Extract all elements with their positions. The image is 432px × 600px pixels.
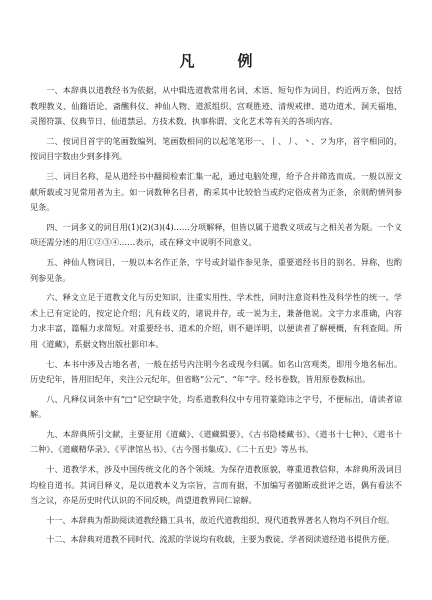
guideline-item-12: 十二、本辞典对道教不同时代、流派的学说均有收载，主要为教徒、学者阅读道经道书提供方便。 — [46, 534, 395, 545]
guideline-item-11: 十一、本辞典为帮助阅读道教经籍工具书，故近代道教组织、现代道教界著名人物均不列目介绍。 — [46, 514, 395, 525]
page-title: 凡 例 — [179, 52, 267, 70]
guideline-item-7: 七、本书中涉及古地名者，一般在括号内注明今名或现今归属。如名山宫观类，即用今地名标出。历史纪年，皆用旧纪年，夹注公元纪年，但省略“公元”、“年”字。经书卷数，皆用原卷数标出。 — [30, 358, 402, 385]
guideline-item-3: 三、词目名称，是从道经书中翻阅检索汇集一起，通过电脑处理，给予合并筛选而成。一般以原文献所载或习见常用者为主。如一词数种名目者，酌采其中比较恰当或约定俗成者为正条，余则酌情列参见条。 — [30, 170, 402, 213]
guideline-item-2: 二、按词目首字的笔画数编列，笔画数相同的以起笔笔形一、丨、丿、丶、フ为序，首字相同的，按词目字数由少到多排列。 — [30, 135, 402, 162]
guideline-item-8: 八、凡释仪词条中有“□”记空缺字处，均系道教科仪中专用符篆隐讳之字号，不便标出，请读者谅解。 — [30, 393, 402, 420]
guideline-item-1: 一、本辞典以道教经书为依据，从中辑选道教常用名词、术语、短句作为词目，约近两万条，包括教理教义、仙籍语论、斋醮科仪、神仙人物、道派组织、宫观胜迹、清规戒律、道功道术、洞天福地、灵图符箓、仪典节日、仙道禁忌、方技术数、执事称谓、文化艺术等有关的各项内容。 — [30, 85, 402, 127]
guideline-item-6: 六、释文立足于道教文化与历史知识，注重实用性、学术性，同时注意资料性及科学性的统一。学术上已有定论的，按定论介绍；凡有歧义的，诸说并存，或一说为主，兼备他说。文字力求准确，内容力求丰富，篇幅力求简短。对重要经书、道术的介绍，则不避详明，以便读者了解梗概，有利查阅。所用《道藏》，系据文物出版社影印本。 — [30, 292, 402, 349]
guideline-item-10: 十、道教学术，涉及中国传统文化的各个领域。为保存道教原貌，尊重道教信仰，本辞典所汲词目均检自道书。其词目释义，是以道教本义为宗旨，言而有据，不加编写者臆断或批评之语，偶有看法不当之议，亦是历史时代认识的不同反映，尚望道教界同仁谅解。 — [30, 464, 402, 506]
guideline-item-4: 四、一词多义的词目用(1)(2)(3)(4)……分项解释，但皆以属于道教义项或与之相关者为限。一个义项还需分述的用①②③④……表示，或在释文中说明不同意义。 — [30, 221, 402, 248]
guideline-item-5: 五、神仙人物词目，一般以本名作正条，字号或封谥作参见条，重要道经书目的别名、异称，也酌列参见条。 — [30, 256, 402, 283]
guideline-item-9: 九、本辞典所引文献，主要征用《道藏》、《道藏辑要》、《古书隐楼藏书》、《道书十七种》、《道书十二种》、《道藏精华录》、《平津馆丛书》、《古今图书集成》、《二十五史》等丛书。 — [30, 428, 402, 455]
